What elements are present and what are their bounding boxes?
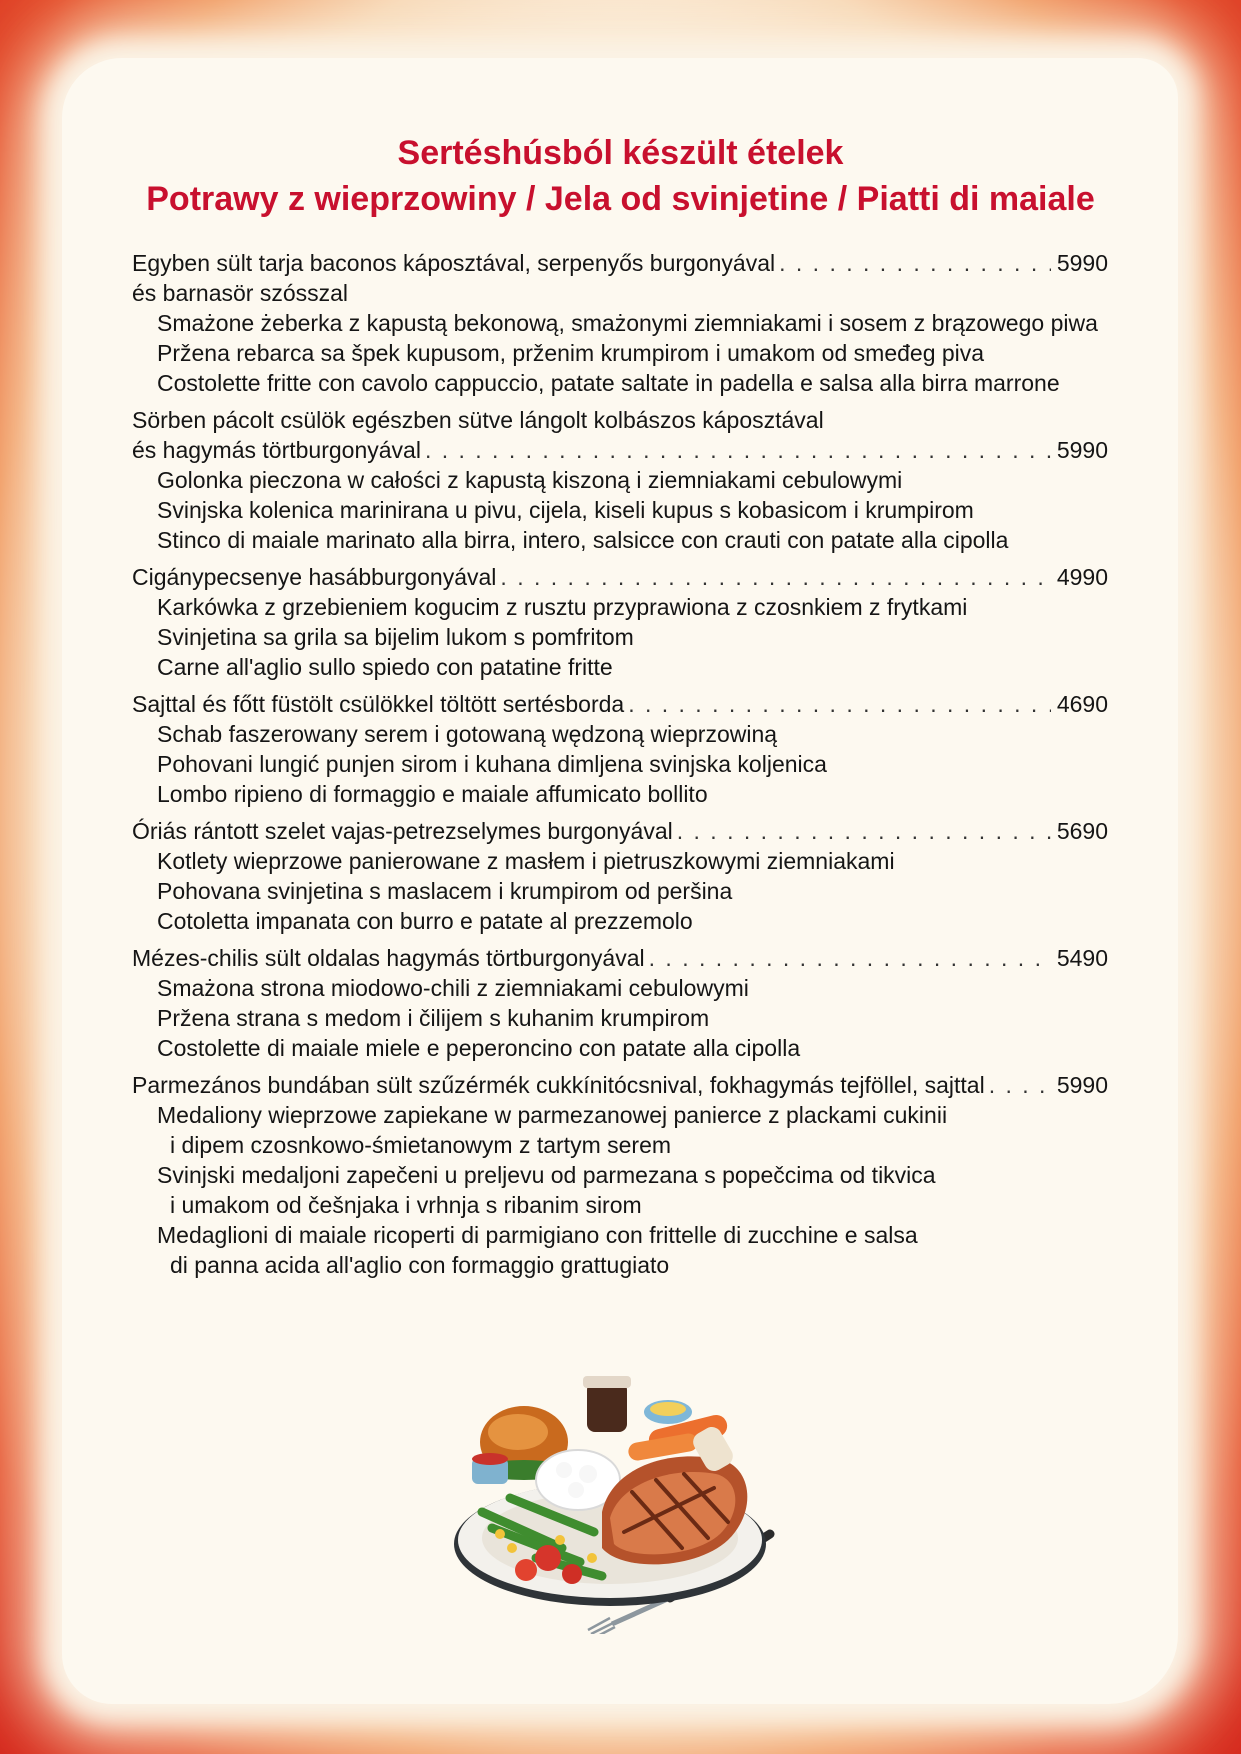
translation-it: Costolette di maiale miele e peperoncino con patate alla cipolla: [157, 1035, 801, 1061]
translation-pl: [132, 1100, 1162, 1160]
translation-hr: Svinjetina sa grila sa bijelim lukom s pomfritom: [157, 624, 634, 650]
translation-pl: Smażona strona miodowo-chili z ziemniakami cebulowymi: [157, 975, 749, 1001]
translation-pl: Kotlety wieprzowe panierowane z masłem i pietruszkowymi ziemniakami: [157, 848, 895, 874]
menu-item-price: 5490: [1056, 945, 1108, 971]
page-subtitle: Potrawy z wieprzowiny / Jela od svinjetine / Piatti di maiale: [146, 180, 1095, 218]
menu-list: [132, 248, 1162, 1287]
translation-line-cont: i umakom od češnjaka i vrhnja s ribanim sirom: [170, 1192, 642, 1218]
translation-it: Costolette fritte con cavolo cappuccio, patate saltate in padella e salsa alla birra marrone: [157, 370, 1060, 396]
menu-item: [132, 943, 1162, 1063]
menu-item: [132, 689, 1162, 809]
translation-line-cont: di panna acida all'aglio con formaggio grattugiato: [170, 1252, 670, 1278]
translation-line: Svinjski medaljoni zapečeni u preljevu od parmezana s popečcima od tikvica: [157, 1162, 936, 1188]
ketchup-cup-icon: [472, 1453, 508, 1484]
menu-item-row: [132, 248, 1108, 278]
translation-line-cont: i dipem czosnkowo-śmietanowym z tartym serem: [170, 1132, 672, 1158]
translation-pl: Karkówka z grzebieniem kogucim z rusztu przyprawiona z czosnkiem z frytkami: [157, 594, 968, 620]
menu-item-name: Sörben pácolt csülök egészben sütve lángolt kolbászos káposztával: [132, 407, 824, 433]
dot-leader: [500, 562, 1050, 592]
page-title: Sertéshúsból készült ételek: [397, 134, 844, 172]
menu-item-row: [132, 562, 1108, 592]
menu-item-price: 5990: [1056, 437, 1108, 463]
dot-leader: [649, 943, 1051, 973]
menu-item-row: [132, 689, 1108, 719]
dot-leader: [425, 435, 1051, 465]
translation-it: [132, 1220, 1162, 1280]
translation-hr: Pržena strana s medom i čilijem s kuhanim krumpirom: [157, 1005, 710, 1031]
menu-item-price: 4690: [1056, 691, 1108, 717]
menu-item-name: Parmezános bundában sült szűzérmék cukkínitócsnival, fokhagymás tejföllel, sajttal: [132, 1072, 985, 1098]
dot-leader: [628, 689, 1051, 719]
translation-line: Medaglioni di maiale ricoperti di parmigiano con frittelle di zucchine e salsa: [157, 1222, 918, 1248]
menu-item-name: Egyben sült tarja baconos káposztával, serpenyős burgonyával: [132, 250, 776, 276]
menu-item-price: 5990: [1056, 250, 1108, 276]
mustard-bowl-icon: [644, 1400, 692, 1424]
menu-item-name: Óriás rántott szelet vajas-petrezselymes burgonyával: [132, 818, 673, 844]
translation-line: Medaliony wieprzowe zapiekane w parmezanowej panierce z plackami cukinii: [157, 1102, 948, 1128]
dot-leader: [989, 1070, 1051, 1100]
menu-item-row: [132, 435, 1108, 465]
menu-item-name: Mézes-chilis sült oldalas hagymás törtburgonyával: [132, 945, 645, 971]
translation-hr: Svinjska kolenica marinirana u pivu, cijela, kiseli kupus s kobasicom i krumpirom: [157, 497, 974, 523]
menu-item: [132, 1070, 1162, 1280]
menu-item-row: [132, 1070, 1108, 1100]
menu-item-name: Cigánypecsenye hasábburgonyával: [132, 564, 497, 590]
translation-hr: Pohovana svinjetina s maslacem i krumpirom od peršina: [157, 878, 733, 904]
menu-item-price: 5990: [1056, 1072, 1108, 1098]
menu-item-price: 5690: [1056, 818, 1108, 844]
pork-dish-plate-illustration: [452, 1362, 792, 1634]
sauce-jar-icon: [583, 1376, 631, 1432]
translation-hr: Pržena rebarca sa špek kupusom, prženim krumpirom i umakom od smeđeg piva: [157, 340, 985, 366]
translation-it: Lombo ripieno di formaggio e maiale affumicato bollito: [157, 781, 708, 807]
menu-item-row: [132, 816, 1108, 846]
translation-pl: Smażone żeberka z kapustą bekonową, smażonymi ziemniakami i sosem z brązowego piwa: [157, 310, 1098, 336]
menu-item: [132, 248, 1162, 398]
menu-item: [132, 562, 1162, 682]
dot-leader: [779, 248, 1051, 278]
menu-item-row: [132, 943, 1108, 973]
translation-pl: Golonka pieczona w całości z kapustą kiszoną i ziemniakami cebulowymi: [157, 467, 903, 493]
menu-item-name: Sajttal és főtt füstölt csülökkel töltött sertésborda: [132, 691, 625, 717]
menu-item-name-cont: és barnasör szósszal: [132, 280, 349, 306]
menu-item-price: 4990: [1056, 564, 1108, 590]
translation-it: Stinco di maiale marinato alla birra, intero, salsicce con crauti con patate alla cipolla: [157, 527, 1009, 553]
dot-leader: [677, 816, 1051, 846]
translation-hr: [132, 1160, 1162, 1220]
menu-item: [132, 405, 1162, 555]
menu-item-name-cont: és hagymás törtburgonyával: [132, 437, 421, 463]
translation-pl: Schab faszerowany serem i gotowaną wędzoną wieprzowiną: [157, 721, 778, 747]
menu-item: [132, 816, 1162, 936]
translation-hr: Pohovani lungić punjen sirom i kuhana dimljena svinjska koljenica: [157, 751, 827, 777]
translation-it: Cotoletta impanata con burro e patate al prezzemolo: [157, 908, 693, 934]
translation-it: Carne all'aglio sullo spiedo con patatine fritte: [157, 654, 613, 680]
